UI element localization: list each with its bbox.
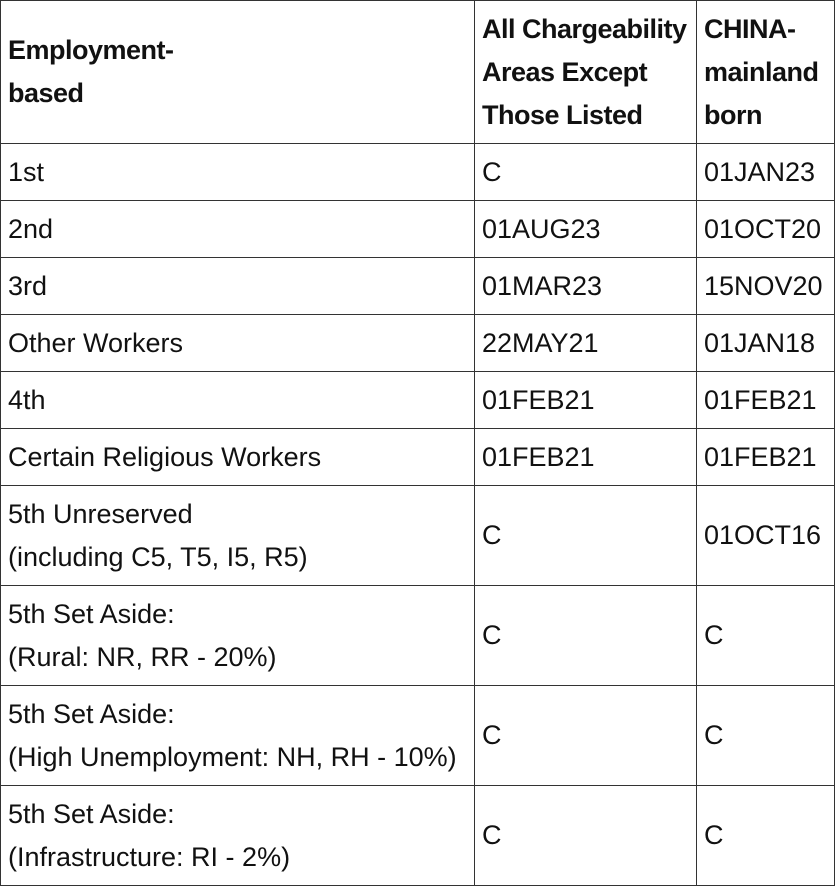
header-china-mainland	[697, 1, 835, 144]
china-cell: 01JAN23	[697, 144, 835, 201]
china-cell: 15NOV20	[697, 258, 835, 315]
category-cell	[1, 486, 475, 586]
table-row	[1, 315, 835, 372]
table-row	[1, 144, 835, 201]
table-row	[1, 429, 835, 486]
header-line: based	[8, 78, 84, 108]
header-line: Employment-	[8, 35, 174, 65]
category-cell	[1, 786, 475, 886]
table-row	[1, 258, 835, 315]
header-all-chargeability	[475, 1, 697, 144]
header-line: CHINA-	[704, 13, 796, 44]
category-line: Certain Religious Workers	[8, 441, 322, 472]
category-line: Other Workers	[8, 327, 184, 358]
all-areas-cell: 01AUG23	[475, 201, 697, 258]
all-areas-cell: 01MAR23	[475, 258, 697, 315]
table-row	[1, 486, 835, 586]
china-cell: C	[697, 686, 835, 786]
category-line: 5th Set Aside:	[8, 798, 175, 829]
category-cell	[1, 315, 475, 372]
category-line: 2nd	[8, 213, 54, 244]
category-cell	[1, 372, 475, 429]
all-areas-cell: C	[475, 486, 697, 586]
category-line: 1st	[8, 156, 45, 187]
all-areas-cell: C	[475, 686, 697, 786]
category-subline: (Rural: NR, RR - 20%)	[8, 641, 277, 672]
table-row	[1, 686, 835, 786]
header-employment-based	[1, 1, 475, 144]
header-line: All Chargeability	[482, 13, 687, 44]
all-areas-cell: 01FEB21	[475, 429, 697, 486]
category-subline: (Infrastructure: RI - 2%)	[8, 841, 291, 872]
category-line: 5th Unreserved	[8, 498, 193, 529]
category-line: 5th Set Aside:	[8, 698, 175, 729]
category-cell	[1, 586, 475, 686]
all-areas-cell: 01FEB21	[475, 372, 697, 429]
header-line: born	[704, 99, 762, 130]
category-line: 4th	[8, 384, 46, 415]
category-cell	[1, 429, 475, 486]
table-header-row	[1, 1, 835, 144]
china-cell: 01OCT16	[697, 486, 835, 586]
header-line: Those Listed	[482, 99, 643, 130]
china-cell: 01FEB21	[697, 429, 835, 486]
category-cell	[1, 258, 475, 315]
table-row	[1, 786, 835, 886]
all-areas-cell: C	[475, 786, 697, 886]
header-line: Areas Except	[482, 56, 648, 87]
china-cell: 01JAN18	[697, 315, 835, 372]
china-cell: C	[697, 586, 835, 686]
china-cell: 01FEB21	[697, 372, 835, 429]
category-subline: (including C5, T5, I5, R5)	[8, 541, 308, 572]
category-line: 5th Set Aside:	[8, 598, 175, 629]
category-line: 3rd	[8, 270, 48, 301]
header-line: mainland	[704, 56, 819, 87]
table-row	[1, 201, 835, 258]
category-cell	[1, 144, 475, 201]
all-areas-cell: C	[475, 144, 697, 201]
china-cell: 01OCT20	[697, 201, 835, 258]
all-areas-cell: C	[475, 586, 697, 686]
table-row	[1, 586, 835, 686]
china-cell: C	[697, 786, 835, 886]
all-areas-cell: 22MAY21	[475, 315, 697, 372]
table-row	[1, 372, 835, 429]
category-cell	[1, 686, 475, 786]
category-cell	[1, 201, 475, 258]
category-subline: (High Unemployment: NH, RH - 10%)	[8, 741, 457, 772]
